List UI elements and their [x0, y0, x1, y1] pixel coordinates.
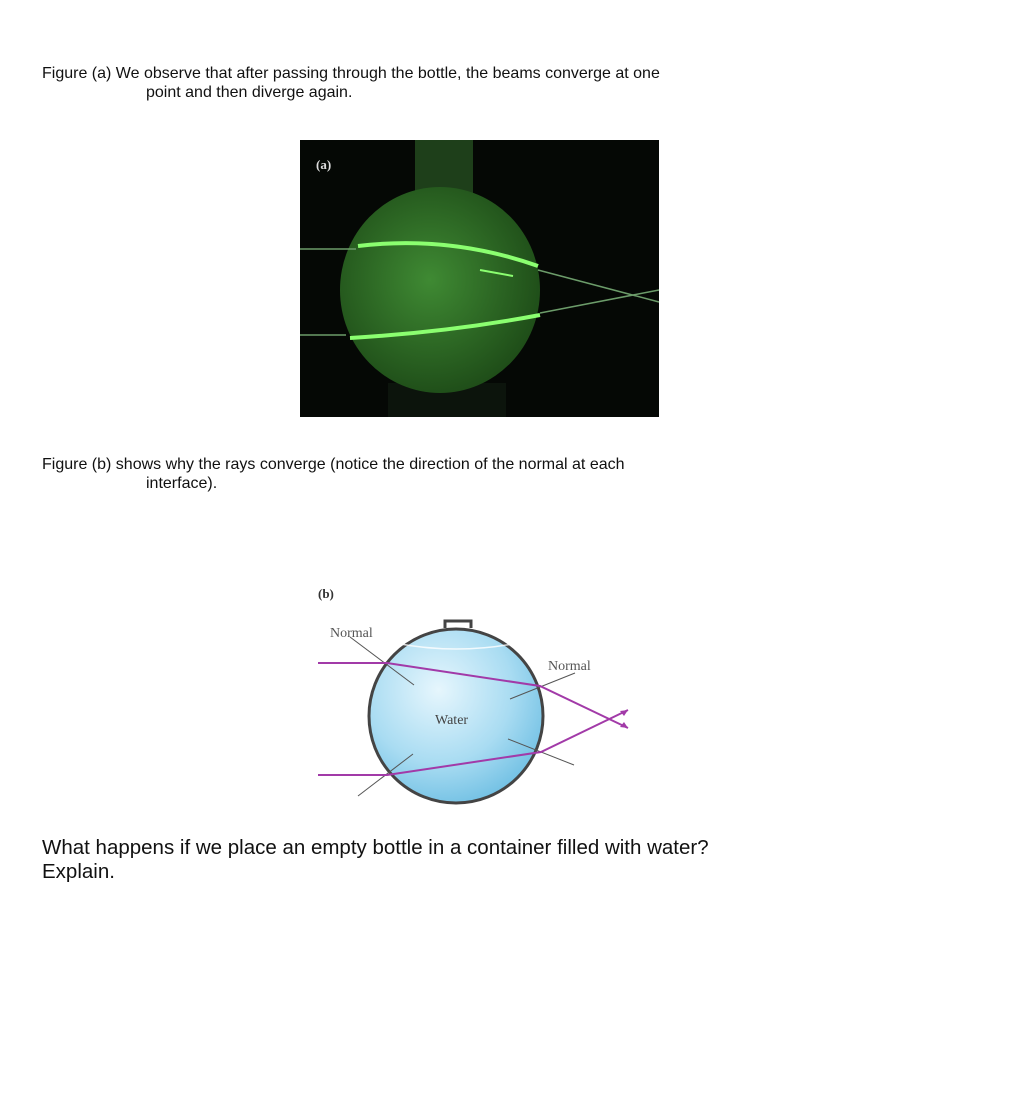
normal-label-right: Normal: [548, 659, 591, 674]
question-line-2: Explain.: [42, 860, 115, 883]
figure-a-photo: [300, 140, 659, 417]
normal-label-left: Normal: [330, 626, 373, 641]
caption-line-2: interface).: [146, 475, 218, 492]
caption-line-1: Figure (a) We observe that after passing through the bottle, the beams converge at one: [42, 65, 660, 82]
figure-b-caption: [42, 455, 625, 493]
figure-b-label: (b): [318, 586, 334, 601]
figure-a-label: (a): [316, 157, 332, 172]
figure-b-diagram: [318, 586, 628, 803]
question-line-1: What happens if we place an empty bottle in a container filled with water?: [42, 836, 709, 859]
caption-line-1: Figure (b) shows why the rays converge (notice the direction of the normal at each: [42, 456, 625, 473]
water-label: Water: [435, 713, 469, 728]
caption-line-2: point and then diverge again.: [146, 84, 353, 101]
question: [42, 836, 709, 884]
